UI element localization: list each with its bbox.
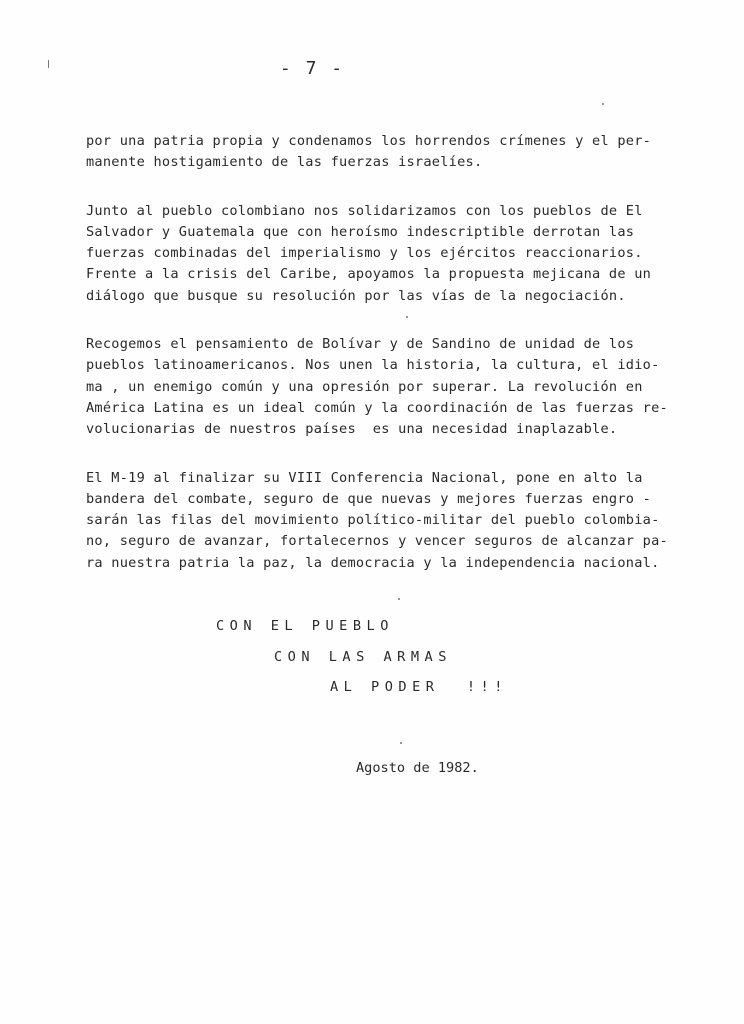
slogan-line: CON LAS ARMAS xyxy=(274,649,452,665)
text-line: ma , un enemigo común y una opresión por superar. La revolución en xyxy=(86,378,643,395)
text-line: fuerzas combinadas del imperialismo y los ejércitos reaccionarios. xyxy=(86,245,643,262)
text-line: bandera del combate, seguro de que nuevas y mejores fuerzas engro - xyxy=(86,490,652,507)
slogan-line: AL PODER !!! xyxy=(330,679,508,695)
text-line: diálogo que busque su resolución por las vías de la negociación. xyxy=(86,287,626,304)
text-line: no, seguro de avanzar, fortalecernos y vencer seguros de alcanzar pa- xyxy=(86,533,668,550)
paragraph-2 xyxy=(86,201,686,307)
body-text xyxy=(86,131,686,601)
paragraph-1 xyxy=(86,131,686,174)
text-line: El M-19 al finalizar su VIII Conferencia Nacional, pone en alto la xyxy=(86,469,643,486)
text-line: América Latina es un ideal común y la coordinación de las fuerzas re- xyxy=(86,399,668,416)
slogan-line: CON EL PUEBLO xyxy=(216,618,394,634)
text-line: por una patria propia y condenamos los horrendos crímenes y el per- xyxy=(86,133,652,149)
text-line: Frente a la crisis del Caribe, apoyamos la propuesta mejicana de un xyxy=(86,266,652,283)
page-number: - 7 - xyxy=(279,58,345,79)
paragraph-4 xyxy=(86,468,686,574)
scan-speck xyxy=(406,316,408,318)
text-line: ra nuestra patria la paz, la democracia y la independencia nacional. xyxy=(86,554,660,571)
text-line: Recogemos el pensamiento de Bolívar y de Sandino de unidad de los xyxy=(86,336,635,353)
text-line: pueblos latinoamericanos. Nos unen la historia, la cultura, el idio- xyxy=(86,357,660,374)
paragraph-3 xyxy=(86,334,686,440)
text-line: Junto al pueblo colombiano nos solidarizamos con los pueblos de El xyxy=(86,202,643,219)
document-date: Agosto de 1982. xyxy=(356,760,479,776)
scan-speck xyxy=(48,60,49,68)
scan-speck xyxy=(398,598,400,600)
text-line: Salvador y Guatemala que con heroísmo indescriptible derrotan las xyxy=(86,223,635,240)
text-line: sarán las filas del movimiento político-militar del pueblo colombia- xyxy=(86,512,660,529)
text-line: manente hostigamiento de las fuerzas israelíes. xyxy=(86,154,483,171)
scan-speck xyxy=(602,103,604,105)
scan-speck xyxy=(400,742,402,744)
text-line: volucionarias de nuestros países es una necesidad inaplazable. xyxy=(86,421,618,438)
